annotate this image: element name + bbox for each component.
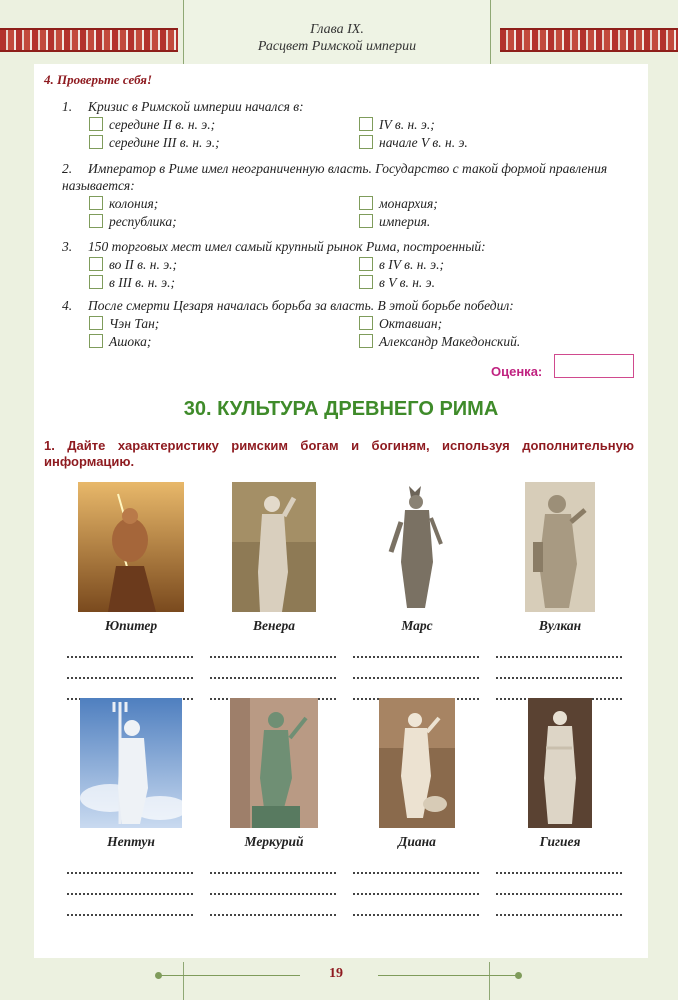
checkbox[interactable] <box>359 135 373 149</box>
option[interactable] <box>89 333 151 351</box>
checkbox[interactable] <box>89 316 103 330</box>
question-number: 4. <box>62 298 73 313</box>
grade-box[interactable] <box>554 354 634 378</box>
checkbox[interactable] <box>89 135 103 149</box>
statue-image <box>232 482 316 612</box>
checkbox[interactable] <box>359 334 373 348</box>
option[interactable] <box>89 256 177 274</box>
answer-lines[interactable] <box>67 853 195 916</box>
page-number: 19 <box>329 966 343 981</box>
answer-lines[interactable] <box>496 853 624 916</box>
god-name: Юпитер <box>104 618 158 633</box>
page-content <box>34 64 648 958</box>
statue-image <box>379 698 455 828</box>
footer-dot <box>155 972 162 979</box>
option-label: Октавиан; <box>379 316 443 331</box>
option[interactable] <box>89 315 159 333</box>
statue-image <box>528 698 592 828</box>
god-name: Вулкан <box>538 618 582 633</box>
option-label: во II в. н. э.; <box>109 257 178 272</box>
checkbox[interactable] <box>89 334 103 348</box>
checkbox[interactable] <box>89 214 103 228</box>
checkbox[interactable] <box>89 257 103 271</box>
god-name: Меркурий <box>244 834 304 849</box>
answer-lines[interactable] <box>67 637 195 700</box>
question-3 <box>62 238 642 292</box>
question-text: 150 торговых мест имел самый крупный рынок Рима, построенный: <box>88 239 486 254</box>
statue-image <box>80 698 182 828</box>
checkbox[interactable] <box>89 196 103 210</box>
option-label: империя. <box>379 214 431 229</box>
option-label: Чэн Тан; <box>109 316 160 331</box>
question-number: 2. <box>62 161 73 176</box>
answer-lines[interactable] <box>210 853 338 916</box>
option-label: колония; <box>109 196 159 211</box>
option-label: республика; <box>109 214 177 229</box>
option[interactable] <box>89 213 177 231</box>
option-label: монархия; <box>379 196 438 211</box>
question-4 <box>62 297 642 351</box>
statue-image <box>230 698 318 828</box>
option[interactable] <box>359 116 435 134</box>
god-name: Диана <box>398 834 436 849</box>
question-text: Кризис в Римской империи начался в: <box>88 99 304 114</box>
answer-lines[interactable] <box>353 637 481 700</box>
question-text: Император в Риме имел неограниченную власть. Государство с такой формой правления называется: <box>62 161 608 193</box>
task-instruction: 1. Дайте характеристику римским богам и богиням, используя дополнительную информацию. <box>44 438 634 469</box>
checkbox[interactable] <box>359 117 373 131</box>
checkbox[interactable] <box>359 214 373 228</box>
answer-lines[interactable] <box>496 637 624 700</box>
option-label: начале V в. н. э. <box>379 135 468 150</box>
option[interactable] <box>359 274 435 292</box>
checkbox[interactable] <box>359 196 373 210</box>
option[interactable] <box>89 274 175 292</box>
option-label: в III в. н. э.; <box>109 275 175 290</box>
option[interactable] <box>89 116 215 134</box>
chapter-header <box>183 0 491 64</box>
option-label: в V в. н. э. <box>379 275 435 290</box>
answer-lines[interactable] <box>353 853 481 916</box>
checkbox[interactable] <box>89 117 103 131</box>
option-label: середине III в. н. э.; <box>109 135 220 150</box>
question-text: После смерти Цезаря началась борьба за власть. В этой борьбе победил: <box>88 298 514 313</box>
section-title: 30. КУЛЬТУРА ДРЕВНЕГО РИМА <box>183 398 499 420</box>
statue-image <box>78 482 184 612</box>
statue-image <box>525 482 595 612</box>
option-label: IV в. н. э.; <box>379 117 435 132</box>
ornament-band-right <box>500 28 678 52</box>
answer-lines[interactable] <box>210 637 338 700</box>
checkbox[interactable] <box>89 275 103 289</box>
footer-dot <box>515 972 522 979</box>
ornament-band-left <box>0 28 178 52</box>
grade-label: Оценка: <box>491 364 543 379</box>
option-label: середине II в. н. э.; <box>109 117 216 132</box>
option[interactable] <box>359 195 438 213</box>
chapter-subtitle: Расцвет Римской империи <box>257 39 417 54</box>
question-number: 3. <box>62 239 73 254</box>
option[interactable] <box>359 256 444 274</box>
check-yourself-title: 4. Проверьте себя! <box>44 72 153 87</box>
question-1 <box>62 98 642 152</box>
checkbox[interactable] <box>359 316 373 330</box>
checkbox[interactable] <box>359 257 373 271</box>
god-name: Гигиея <box>539 834 581 849</box>
option[interactable] <box>359 134 468 152</box>
option-label: в IV в. н. э.; <box>379 257 444 272</box>
question-2 <box>62 160 642 231</box>
question-number: 1. <box>62 99 73 114</box>
god-name: Нептун <box>107 834 155 849</box>
option[interactable] <box>359 315 442 333</box>
footer-divider <box>489 962 490 1000</box>
option-label: Ашока; <box>109 334 152 349</box>
option-label: Александр Македонский. <box>379 334 521 349</box>
chapter-label: Глава IX. <box>310 22 364 37</box>
god-name: Марс <box>401 618 433 633</box>
option[interactable] <box>359 213 430 231</box>
option[interactable] <box>89 195 158 213</box>
checkbox[interactable] <box>359 275 373 289</box>
statue-image <box>387 482 447 612</box>
option[interactable] <box>359 333 520 351</box>
option[interactable] <box>89 134 220 152</box>
god-name: Венера <box>253 618 295 633</box>
